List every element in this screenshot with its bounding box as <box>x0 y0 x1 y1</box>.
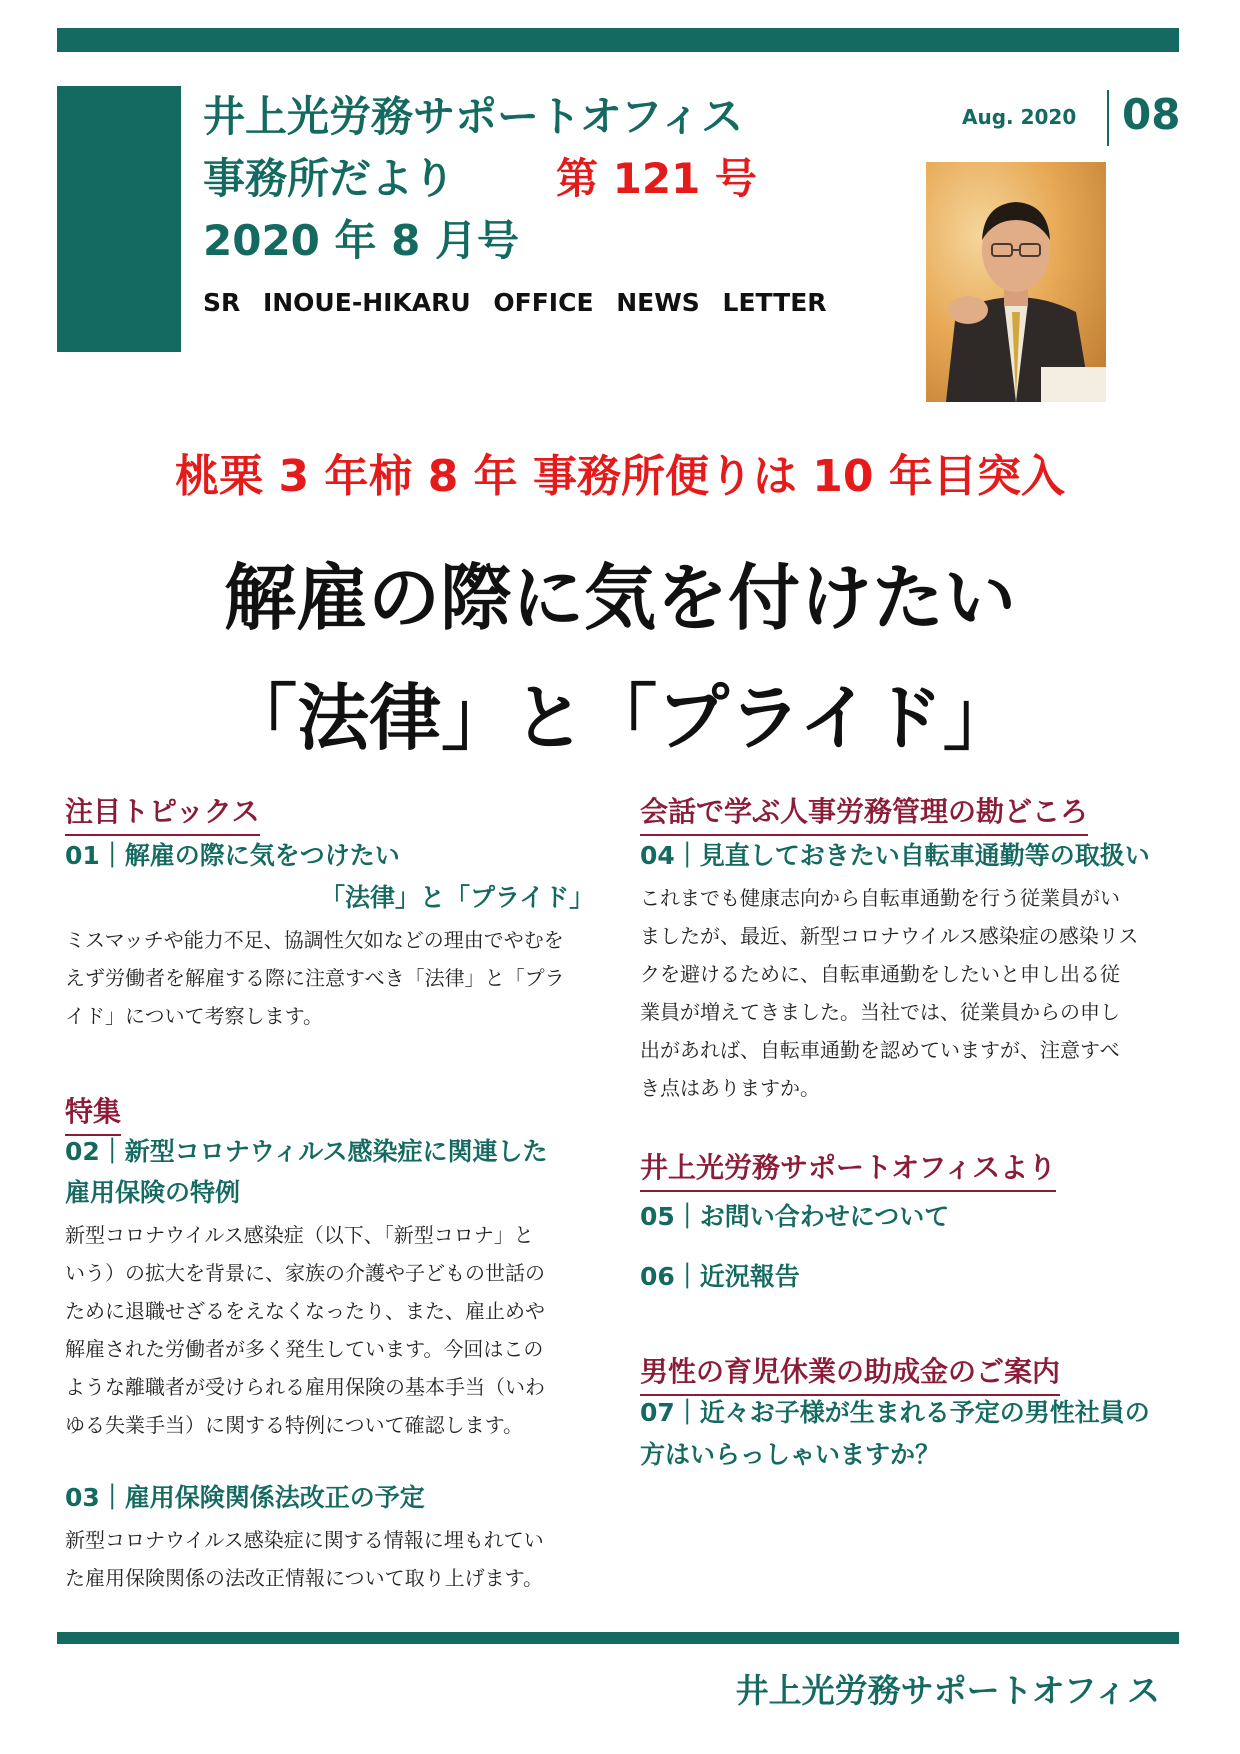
body-line: イド」について考察します。 <box>65 1004 323 1028</box>
item-03-body <box>65 1521 605 1597</box>
body-line: これまでも健康志向から自転車通勤を行う従業員がい <box>640 886 1120 910</box>
item-01-body <box>65 921 605 1035</box>
top-bar <box>57 28 1179 52</box>
bottom-bar <box>57 1632 1179 1644</box>
item-03-title[interactable]: 03｜雇用保険関係法改正の予定 <box>65 1483 425 1512</box>
item-04-title[interactable]: 04｜見直しておきたい自転車通勤等の取扱い <box>640 841 1150 870</box>
masthead-block <box>57 86 181 352</box>
item-01-title-line2[interactable]: 「法律」と「プライド」 <box>320 883 595 912</box>
body-line: 出があれば、自転車通勤を認めていますが、注意すべ <box>640 1038 1120 1062</box>
item-07-title-line2[interactable]: 方はいらっしゃいますか？ <box>640 1440 941 1469</box>
author-photo <box>926 162 1106 402</box>
masthead-newsletter-label: 事務所だより <box>203 154 456 203</box>
item-06-title[interactable]: 06｜近況報告 <box>640 1262 800 1291</box>
section-title-feature: 特集 <box>65 1090 121 1136</box>
section-title-office: 井上光労務サポートオフィスより <box>640 1146 1056 1192</box>
body-line: いう）の拡大を背景に、家族の介護や子どもの世話の <box>65 1261 545 1285</box>
item-02-body <box>65 1216 605 1444</box>
issue-date: 2020 年 8 月号 <box>203 216 519 265</box>
body-line: 新型コロナウイルス感染症に関する情報に埋もれてい <box>65 1528 544 1552</box>
item-02-title-line1[interactable]: 02｜新型コロナウィルス感染症に関連した <box>65 1137 548 1166</box>
section-title-topics: 注目トピックス <box>65 790 260 836</box>
date-divider <box>1107 90 1109 146</box>
item-02-title-line2[interactable]: 雇用保険の特例 <box>65 1178 241 1207</box>
english-title: SR INOUE-HIKARU OFFICE NEWS LETTER <box>203 288 827 317</box>
item-01-title-line1[interactable]: 01｜解雇の際に気をつけたい <box>65 841 400 870</box>
body-line: ゆる失業手当）に関する特例について確認します。 <box>65 1413 523 1437</box>
body-line: クを避けるために、自転車通勤をしたいと申し出る従 <box>640 962 1120 986</box>
tagline: 桃栗 3 年柿 8 年 事務所便りは 10 年目突入 <box>175 451 1065 502</box>
body-line: 解雇された労働者が多く発生しています。今回はこの <box>65 1337 544 1361</box>
body-line: き点はありますか。 <box>640 1076 820 1100</box>
body-line: えず労働者を解雇する際に注意すべき「法律」と「プラ <box>65 966 565 990</box>
issue-number: 第 121 号 <box>556 154 757 203</box>
body-line: ような離職者が受けられる雇用保険の基本手当（いわ <box>65 1375 545 1399</box>
body-line: 新型コロナウイルス感染症（以下、「新型コロナ」と <box>65 1223 534 1247</box>
masthead-office-name: 井上光労務サポートオフィス <box>203 92 744 141</box>
body-line: 業員が増えてきました。当社では、従業員からの申し <box>640 1000 1120 1024</box>
body-line: ために退職せざるをえなくなったり、また、雇止めや <box>65 1299 545 1323</box>
item-04-body <box>640 879 1180 1107</box>
body-line: た雇用保険関係の法改正情報について取り上げます。 <box>65 1566 543 1590</box>
portrait-illustration <box>926 162 1106 402</box>
item-07-title-line1[interactable]: 07｜近々お子様が生まれる予定の男性社員の <box>640 1398 1150 1427</box>
headline-line1: 解雇の際に気を付けたい <box>223 556 1016 640</box>
page-number: 08 <box>1122 90 1181 139</box>
section-title-hr-tips: 会話で学ぶ人事労務管理の勘どころ <box>640 790 1088 836</box>
date-label: Aug. 2020 <box>962 105 1077 129</box>
body-line: ましたが、最近、新型コロナウイルス感染症の感染リス <box>640 924 1139 948</box>
body-line: ミスマッチや能力不足、協調性欠如などの理由でやむを <box>65 928 564 952</box>
item-05-title[interactable]: 05｜お問い合わせについて <box>640 1202 950 1231</box>
headline-line2: 「法律」と「プライド」 <box>225 676 1015 760</box>
footer-office-name: 井上光労務サポートオフィス <box>735 1671 1160 1710</box>
section-title-subsidy: 男性の育児休業の助成金のご案内 <box>640 1350 1060 1396</box>
